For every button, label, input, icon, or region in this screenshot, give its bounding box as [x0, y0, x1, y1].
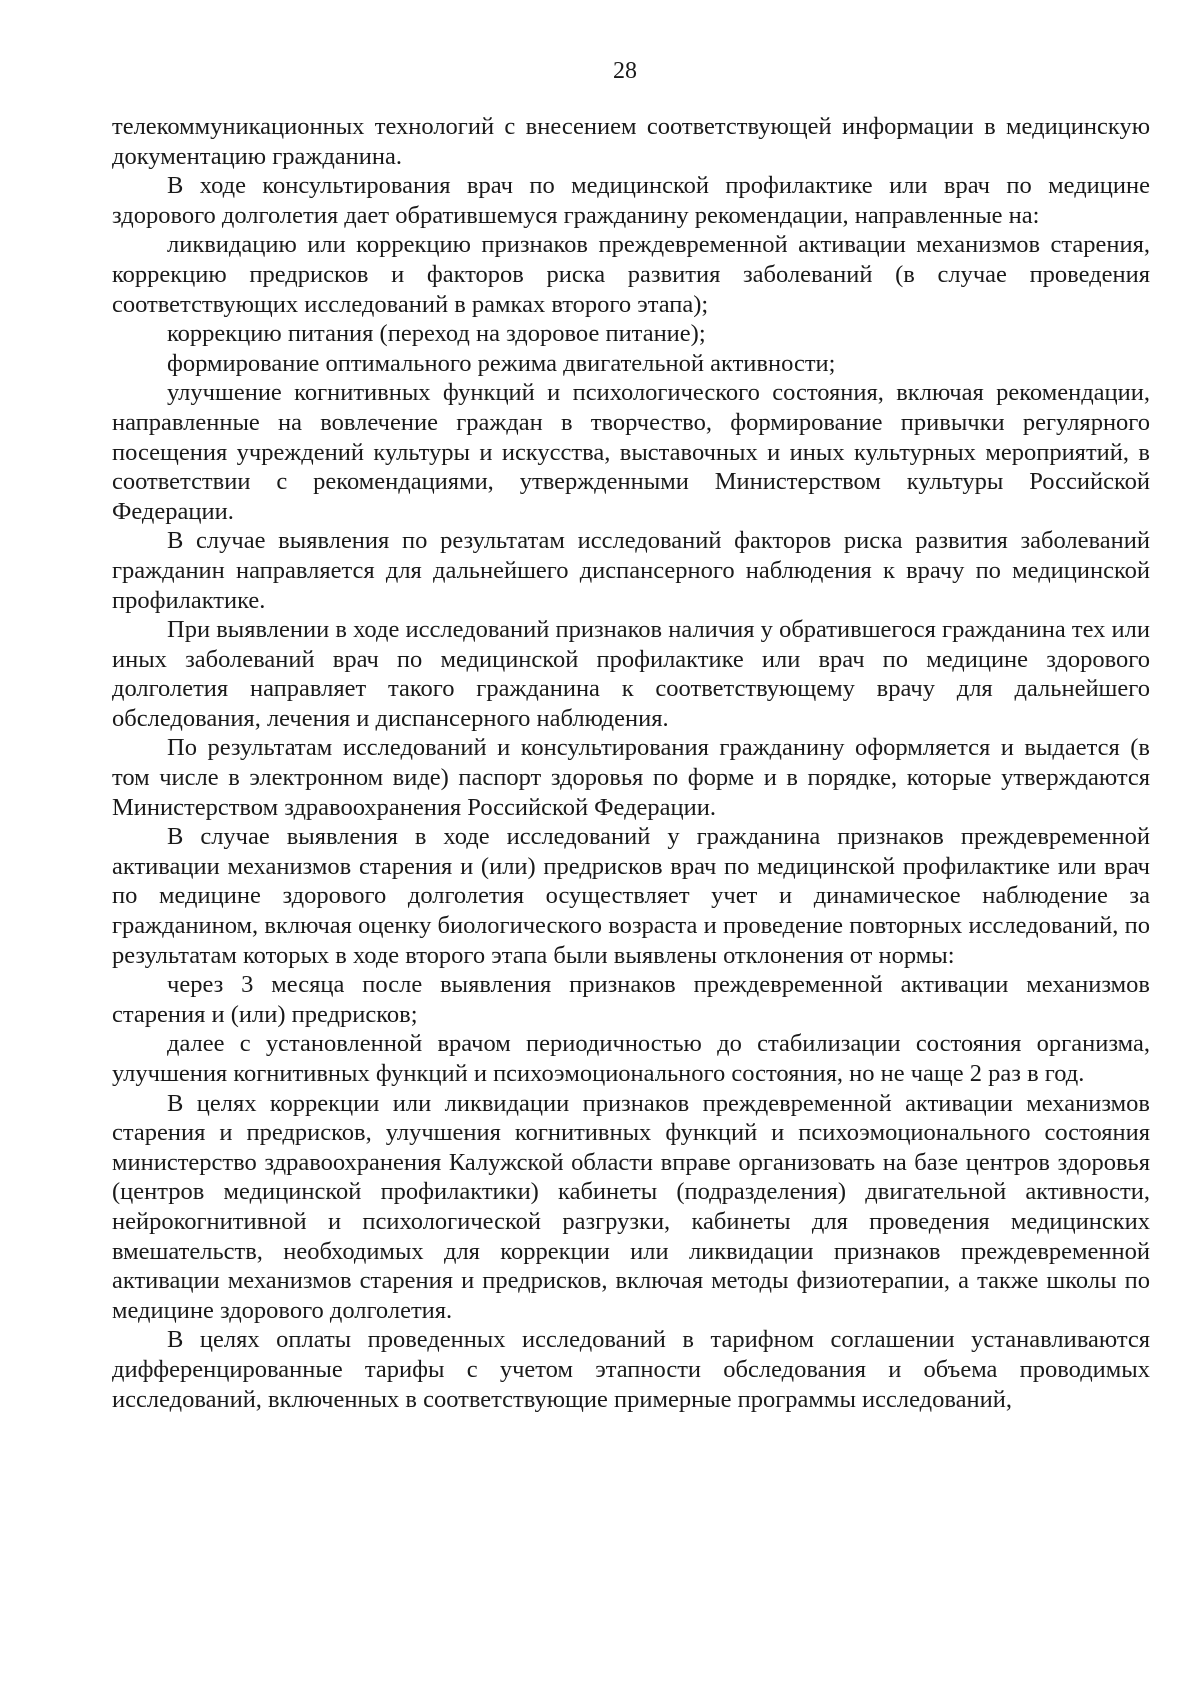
paragraph: ликвидацию или коррекцию признаков преждевременной активации механизмов старения, коррекцию предрисков и факторов риска развития заболеваний (в случае проведения соответствующих исследований в рамках второго этапа);	[112, 231, 1150, 318]
paragraph: В случае выявления по результатам исследований факторов риска развития заболеваний гражданин направляется для дальнейшего диспансерного наблюдения к врачу по медицинской профилактике.	[112, 527, 1150, 614]
paragraph: В случае выявления в ходе исследований у гражданина признаков преждевременной активации механизмов старения и (или) предрисков врач по медицинской профилактике или врач по медицине здорового долголетия осуществляет учет и динамическое наблюдение за гражданином, включая оценку биологического возраста и проведение повторных исследований, по результатам которых в ходе второго этапа были выявлены отклонения от нормы:	[112, 823, 1150, 969]
paragraph: По результатам исследований и консультирования гражданину оформляется и выдается (в том числе в электронном виде) паспорт здоровья по форме и в порядке, которые утверждаются Министерством здравоохранения Российской Федерации.	[112, 734, 1150, 821]
document-body	[112, 112, 1150, 1414]
paragraph: улучшение когнитивных функций и психологического состояния, включая рекомендации, направленные на вовлечение граждан в творчество, формирование привычки регулярного посещения учреждений культуры и искусства, выставочных и иных культурных мероприятий, в соответствии с рекомендациями, утвержденными Министерством культуры Российской Федерации.	[112, 379, 1150, 525]
paragraph: В целях коррекции или ликвидации признаков преждевременной активации механизмов старения и предрисков, улучшения когнитивных функций и психоэмоционального состояния министерство здравоохранения Калужской области вправе организовать на базе центров здоровья (центров медицинской профилактики) кабинеты (подразделения) двигательной активности, нейрокогнитивной и психологической разгрузки, кабинеты для проведения медицинских вмешательств, необходимых для коррекции или ликвидации признаков преждевременной активации механизмов старения и предрисков, включая методы физиотерапии, а также школы по медицине здорового долголетия.	[112, 1089, 1150, 1324]
page-number: 28	[613, 58, 637, 84]
paragraph: телекоммуникационных технологий с внесением соответствующей информации в медицинскую документацию гражданина.	[112, 113, 1150, 170]
paragraph: далее с установленной врачом периодичностью до стабилизации состояния организма, улучшения когнитивных функций и психоэмоционального состояния, но не чаще 2 раз в год.	[112, 1030, 1150, 1087]
paragraph: формирование оптимального режима двигательной активности;	[167, 349, 836, 377]
paragraph: При выявлении в ходе исследований признаков наличия у обратившегося гражданина тех или иных заболеваний врач по медицинской профилактике или врач по медицине здорового долголетия направляет такого гражданина к соответствующему врачу для дальнейшего обследования, лечения и диспансерного наблюдения.	[112, 616, 1150, 732]
paragraph: В целях оплаты проведенных исследований в тарифном соглашении устанавливаются дифференцированные тарифы с учетом этапности обследования и объема проводимых исследований, включенных в соответствующие примерные программы исследований,	[112, 1326, 1150, 1413]
paragraph: коррекцию питания (переход на здоровое питание);	[167, 320, 706, 348]
paragraph: В ходе консультирования врач по медицинской профилактике или врач по медицине здорового долголетия дает обратившемуся гражданину рекомендации, направленные на:	[112, 172, 1150, 229]
paragraph: через 3 месяца после выявления признаков преждевременной активации механизмов старения и (или) предрисков;	[112, 971, 1150, 1028]
